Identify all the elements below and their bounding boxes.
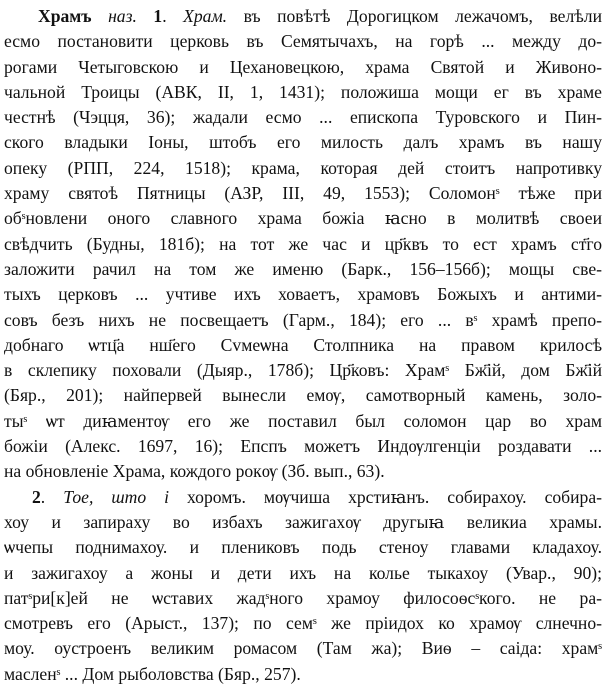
part-of-speech: наз. bbox=[108, 6, 137, 26]
text-line: хоу и запираху во избахъ зажигахѹ другыꙗ великиа храмы. bbox=[4, 511, 602, 532]
text-line: честнѣ (Чэцця, 36); жадали есмо ... епископа Туровского и Пин- bbox=[4, 107, 602, 128]
text-line: свѣдчить (Будны, 181б); на тот же час и цр҃квъ то ест храмъ ст҃го bbox=[4, 233, 602, 254]
sense-2-text: хоромъ. мѹчиша хрстиꙗнъ. собирахоу. собира- bbox=[187, 486, 602, 507]
text-line: патˢри[к]ей не ѡставих жадˢного храмоу филосоѳсˢкого. не ра- bbox=[4, 587, 602, 608]
text-line: и зажигахоу а жоны и дети ихъ на колье тыкахоу (Увар., 90); bbox=[4, 562, 602, 583]
text-line: (Бяр., 201); найпервей вынесли емѹ, самотворный камень, золо- bbox=[4, 385, 602, 406]
text-line: ѡчепы поднимахоу. и плениковъ подь стеноу главами кладахоу. bbox=[4, 537, 602, 558]
text-line: совъ безъ нихъ не посвещаетъ (Гарм., 184); его ... вˢ храмѣ препо- bbox=[4, 309, 602, 330]
text-line: есмо постановити церковь въ Семятычахъ, на горѣ ... между до- bbox=[4, 31, 602, 52]
text-line: заложити рачил на том же именю (Барк., 156–156б); мощы све- bbox=[4, 258, 602, 279]
headword: Храмъ bbox=[38, 6, 92, 26]
text-line: тыхъ церковъ ... учтиве ихъ ховаетъ, храмовъ Божыхъ и антими- bbox=[4, 284, 602, 305]
text-line: тыˢ ѡт диꙗментѹ его же поставил был соломон цар во храм bbox=[4, 410, 602, 431]
sense-1-text: въ повѣтѣ Дорогицком лежачомъ, велѣли bbox=[243, 6, 602, 26]
text-line: моу. оустроенъ великим ромасом (Там жа); Виѳ – саіда: храмˢ bbox=[4, 638, 602, 659]
entry-first-line: Храмъ наз. 1. Храм. въ повѣтѣ Дорогицком лежачомъ, велѣли bbox=[38, 6, 602, 26]
text-line: храму святоѣ Пятницы (АЗР, III, 49, 1553); Соломонˢ тѣже при bbox=[4, 183, 602, 204]
text-line: смотревъ его (Арыст., 137); по семˢ же пріидох ко храмѹ слнечно- bbox=[4, 613, 602, 634]
sense-number-1: 1 bbox=[153, 6, 163, 26]
sense-number-2: 2 bbox=[32, 486, 41, 507]
text-line: рогами Четыговскою и Цехановецкою, храма Святой и Живоно- bbox=[4, 56, 602, 77]
text-line: опеку (РПП, 224, 1518); крама, которая дей стоитъ напротивку bbox=[4, 157, 602, 178]
text-line: на обновленіе Храма, кождого рокѹ (Зб. вып., 63). bbox=[4, 461, 385, 482]
text-line: ского владыки Іоны, штобъ его милость далъ храмъ въ нашу bbox=[4, 132, 602, 153]
text-line: масленˢ ... Дом рыболовства (Бяр., 257). bbox=[4, 663, 301, 684]
dictionary-entry bbox=[4, 4, 602, 687]
text-line: обˢновлени оного славного храма божіа ꙗсно в молитвѣ своеи bbox=[4, 208, 602, 229]
sense-gloss-1: Храм. bbox=[183, 6, 228, 26]
text-line: в склепику поховали (Дыяр., 178б); Цр҃ковъ: Храмˢ Бж҃ій, дом Бж҃ій bbox=[4, 360, 602, 381]
text-line: чальной Троицы (АВК, II, 1, 1431); положиша мощи ег въ храме bbox=[4, 81, 602, 102]
text-line: божіи (Алекс. 1697, 16); Епспъ можетъ Индѹлгенціи роздавати ... bbox=[4, 436, 602, 457]
sense-2-first-line: 2. Тое, што і хоромъ. мѹчиша хрстиꙗнъ. собирахоу. собира- bbox=[32, 486, 602, 507]
sense-gloss-2: Тое, што і bbox=[63, 486, 170, 507]
text-line: добнаго ѡтц҃а нш҃его Сvмеѡна Столпника на правом крилосѣ bbox=[4, 334, 602, 355]
